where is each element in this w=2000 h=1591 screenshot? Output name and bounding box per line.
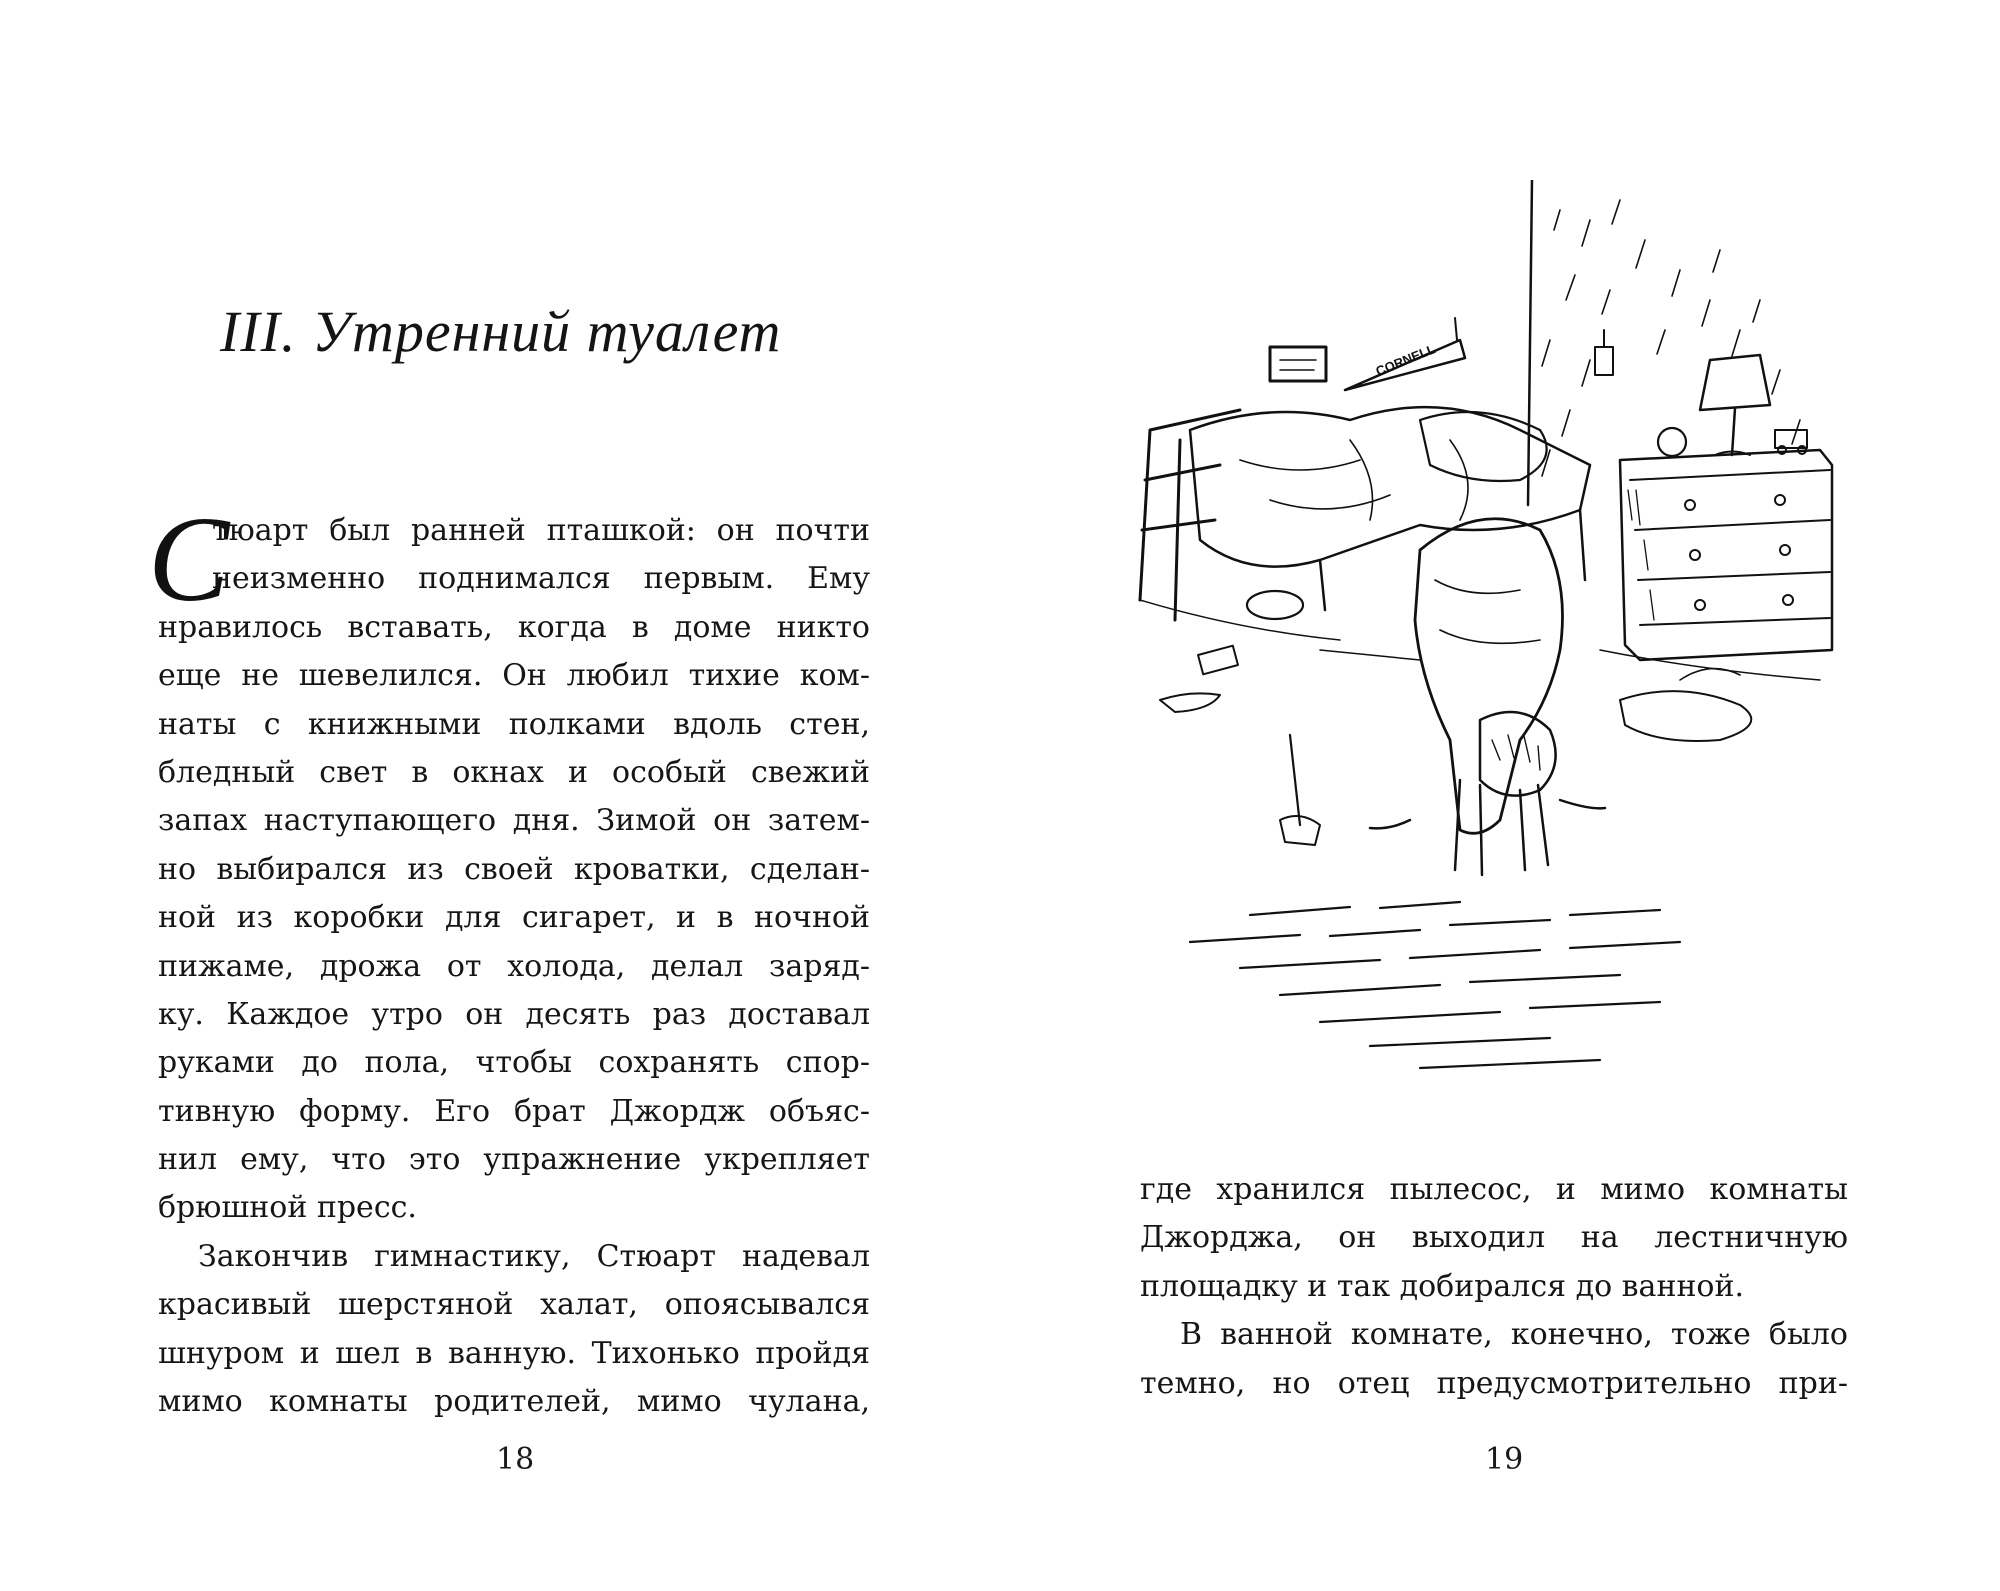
text-line: Джорджа, он выходил на лестничную (1140, 1220, 1848, 1256)
text-line: запах наступающего дня. Зимой он затем- (158, 803, 870, 839)
text-line: С тюарт был ранней пташкой: он почти (148, 492, 870, 627)
text-line: брюшной пресс. (158, 1190, 417, 1226)
text-line: площадку и так добирался до ванной. (1140, 1268, 1745, 1304)
bedroom-illustration (1120, 180, 1880, 1100)
drop-cap: С (148, 492, 230, 627)
text-line: нил ему, что это упражнение укрепляет (158, 1142, 870, 1178)
text-line: В ванной комнате, конечно, тоже было (1180, 1317, 1848, 1353)
text-line: ной из коробки для сигарет, и в ночной (158, 900, 870, 936)
text-line: Закончив гимнастику, Стюарт надевал (198, 1238, 870, 1274)
right-page (1000, 0, 2000, 1591)
text-line: нравилось вставать, когда в доме никто (158, 609, 870, 645)
text-line: неизменно поднимался первым. Ему (212, 561, 870, 597)
text-line: бледный свет в окнах и особый свежий (158, 754, 870, 790)
left-page-text (148, 492, 870, 1426)
text-line: тивную форму. Его брат Джордж объяс- (158, 1093, 870, 1129)
text-line: где хранился пылесос, и мимо комнаты (1140, 1172, 1848, 1207)
page-number-right: 19 (1485, 1442, 1524, 1477)
text-line: руками до пола, чтобы сохранять спор- (158, 1045, 870, 1081)
text-line: красивый шерстяной халат, опоясывался (158, 1287, 870, 1323)
text-line: темно, но отец предусмотрительно при- (1140, 1365, 1848, 1401)
text-line: еще не шевелился. Он любил тихие ком- (158, 658, 870, 694)
text-line: мимо комнаты родителей, мимо чулана, (158, 1384, 870, 1420)
chapter-title: III. Утренний туалет (220, 299, 782, 364)
pennant-label: CORNELL (1373, 341, 1438, 379)
text-line: наты с книжными полками вдоль стен, (158, 706, 870, 742)
text-line: ку. Каждое утро он десять раз доставал (158, 996, 870, 1032)
right-page-text (1140, 1166, 1848, 1408)
text-line: но выбирался из своей кроватки, сделан- (158, 851, 870, 887)
text-line: шнуром и шел в ванную. Тихонько пройдя (158, 1335, 870, 1371)
page-number-left: 18 (496, 1442, 535, 1477)
text-line: пижаме, дрожа от холода, делал заряд- (158, 948, 870, 984)
